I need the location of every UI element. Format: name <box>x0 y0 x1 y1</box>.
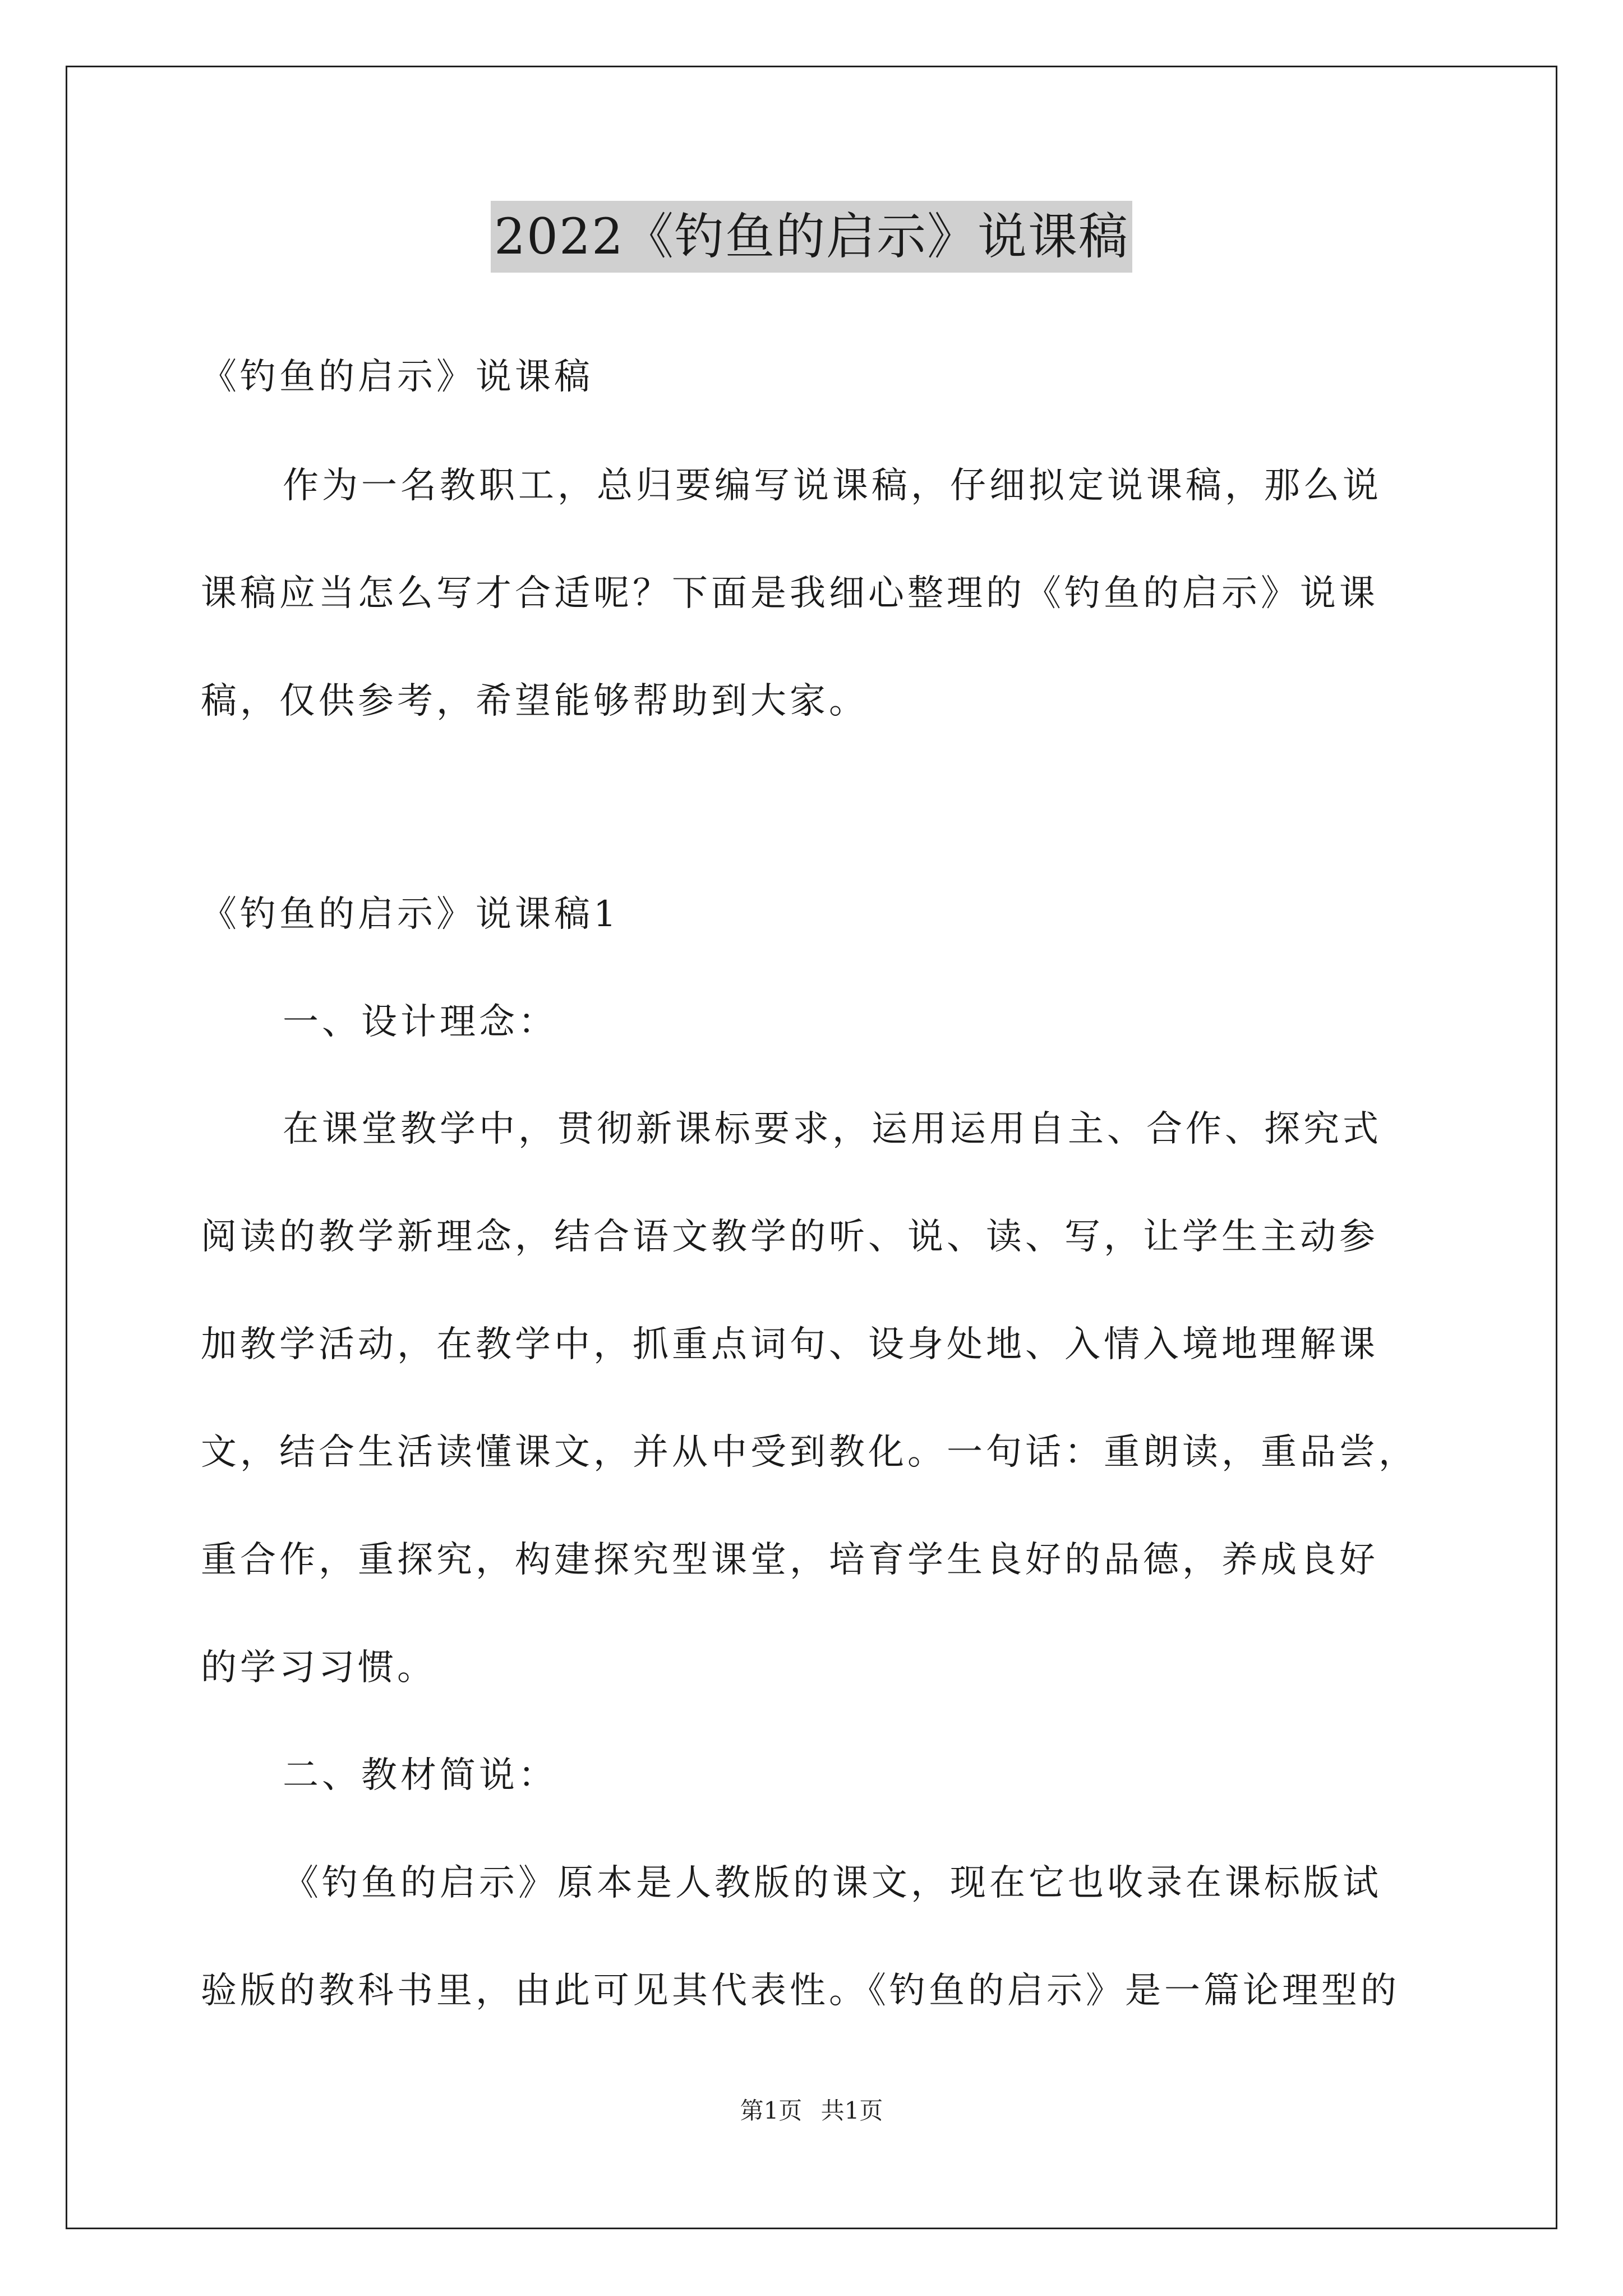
para1-line-6: 的学习习惯。 <box>201 1647 436 1688</box>
intro-line-3: 稿，仅供参考，希望能够帮助到大家。 <box>201 680 868 722</box>
page-total: 共1页 <box>820 2097 883 2124</box>
intro-line-2: 课稿应当怎么写才合适呢？下面是我细心整理的《钓鱼的启示》说课 <box>201 573 1378 614</box>
document-title: 2022《钓鱼的启示》说课稿 <box>491 201 1132 273</box>
title-container <box>0 201 1623 273</box>
intro-line-1: 作为一名教职工，总归要编写说课稿，仔细拟定说课稿，那么说 <box>283 465 1382 507</box>
section-title: 《钓鱼的启示》说课稿1 <box>201 894 620 935</box>
para1-line-4: 文，结合生活读懂课文，并从中受到教化。一句话：重朗读，重品尝， <box>201 1432 1418 1473</box>
page-number: 第1页 <box>740 2097 803 2124</box>
para1-line-3: 加教学活动，在教学中，抓重点词句、设身处地、入情入境地理解课 <box>201 1324 1378 1365</box>
heading-design-concept: 一、设计理念： <box>283 1001 557 1043</box>
para2-line-1: 《钓鱼的启示》原本是人教版的课文，现在它也收录在课标版试 <box>283 1862 1382 1904</box>
para1-line-2: 阅读的教学新理念，结合语文教学的听、说、读、写，让学生主动参 <box>201 1216 1378 1258</box>
para1-line-5: 重合作，重探究，构建探究型课堂，培育学生良好的品德，养成良好 <box>201 1539 1378 1581</box>
para2-line-2: 验版的教科书里，由此可见其代表性。《钓鱼的启示》是一篇论理型的 <box>201 1970 1400 2012</box>
heading-textbook: 二、教材简说： <box>283 1755 557 1796</box>
subtitle: 《钓鱼的启示》说课稿 <box>201 356 593 398</box>
para1-line-1: 在课堂教学中，贯彻新课标要求，运用运用自主、合作、探究式 <box>283 1108 1382 1150</box>
page-footer <box>0 2095 1623 2127</box>
